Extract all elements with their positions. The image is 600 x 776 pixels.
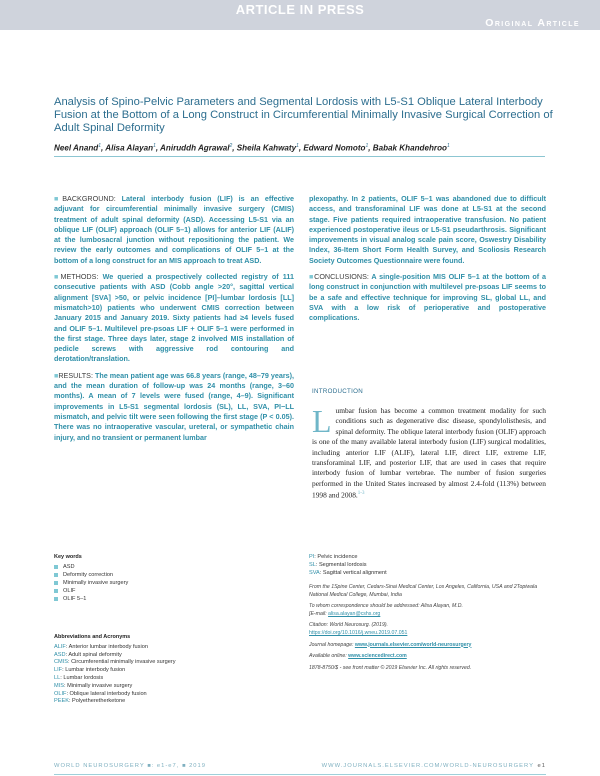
doi-link[interactable]: https://doi.org/10.1016/j.wneu.2019.07.051	[309, 629, 408, 636]
abstract-conclusions-text: A single-position MIS OLIF 5–1 at the bottom of a long construct in conjunction with multilevel pre-psoas LIF seems to be a safe and effective technique for improving SL, global LL, and SVA with a low risk of perioperative and postoperative complications.	[309, 272, 546, 323]
section-label: BACKGROUND:	[62, 194, 116, 203]
abbreviation-key: PI	[309, 554, 315, 560]
abbreviation-row: ASD: Adult spinal deformity	[54, 651, 122, 658]
keyword-item	[54, 563, 294, 571]
affiliation-from: From the 1Spine Center, Cedars-Sinai Medical Center, Los Angeles, California, USA and 2Topiwala National Medical College, Mumbai, India	[309, 584, 538, 598]
abbreviation-row: PEEK: Polyetheretherketone	[54, 698, 126, 705]
email-link[interactable]: alisa.alayan@cshs.org	[328, 610, 381, 617]
abstract-right-column	[309, 194, 546, 330]
abstract-methods	[54, 272, 294, 365]
author-name[interactable]: Babak Khandehroo	[372, 143, 447, 153]
abbreviation-value: Segmental lordosis	[318, 562, 367, 568]
author-affiliation-marker: 2	[229, 143, 233, 149]
abbreviations-continued	[309, 553, 509, 577]
author-affiliation-marker: 1	[98, 143, 102, 149]
square-bullet-icon	[54, 589, 58, 593]
copyright-line: 1878-8750/$ - see front matter © 2019 Elsevier Inc. All rights reserved.	[309, 664, 472, 671]
keyword-text: Minimally invasive surgery	[63, 580, 129, 586]
abbreviation-row: SVA: Sagittal vertical alignment	[309, 570, 387, 576]
title-divider	[54, 156, 545, 157]
article-in-press-label: ARTICLE IN PRESS	[235, 2, 365, 17]
introduction-body: umbar fusion has become a common treatment modality for such conditions such as degenerative disc disease, spondylolisthesis, and spinal deformity. The oblique lateral interbody fusion (OLIF) approach is one of the many available lateral interbody fusion (LIF) surgical modalities, including anterior LIF (ALIF), lateral LIF, direct LIF, extreme LIF, transforaminal LIF, and posterior LIF, that are used in cases that require interbody fusion of lumbar vertebrae. The number of fusion surgeries performed in the United States increased by almost 2.4-fold (113%) between 1998 and 2008.	[312, 406, 546, 500]
abbreviation-row: PI: Pelvic incidence	[309, 554, 358, 560]
journal-label: Journal homepage:	[309, 641, 354, 648]
author-name[interactable]: Sheila Kahwaty	[236, 143, 297, 153]
page-number: e1	[537, 763, 546, 769]
square-bullet-icon	[54, 581, 58, 585]
abbreviation-value: Pelvic incidence	[317, 554, 358, 560]
author-name[interactable]: Alisa Alayan	[105, 143, 154, 153]
citation-line: Citation: World Neurosurg. (2019).	[309, 622, 388, 629]
square-bullet-icon	[54, 597, 58, 601]
article-type-label: Original Article	[485, 17, 580, 29]
square-bullet-icon: ■	[54, 370, 59, 380]
author-affiliation-marker: 1	[365, 143, 369, 149]
email-line	[309, 611, 547, 619]
abbreviation-key: SL	[309, 562, 316, 568]
section-label: RESULTS:	[58, 370, 93, 380]
correspondence-line: To whom correspondence should be addressed: Alisa Alayan, M.D.	[309, 603, 463, 610]
square-bullet-icon	[54, 573, 58, 577]
keyword-item	[54, 579, 294, 587]
abbreviation-row: LIF: Lumbar interbody fusion	[54, 667, 126, 674]
abbreviation-row: LL: Lumbar lordosis	[54, 674, 104, 681]
abstract-results-text: The mean patient age was 66.8 years (range, 48–79 years), and the mean duration of follow-up was 24 months (range, 3–60 months). A mean of 7 levels were fused (range, 4–9). Significant improvements in L5-S1 segmental lordosis (SL), LL, SVA, PI−LL mismatch, and pelvic tilt were seen following the first stage (P < 0.05). There was no intraoperative vascular, ureteral, or sympathetic chain injury, and no transient or permanent lumbar	[54, 370, 295, 442]
author-name[interactable]: Edward Nomoto	[303, 143, 366, 153]
author-name[interactable]: Aniruddh Agrawal	[160, 143, 230, 153]
footer-url[interactable]: WWW.JOURNALS.ELSEVIER.COM/WORLD-NEUROSURGERY	[321, 763, 534, 769]
sciencedirect-link[interactable]: www.sciencedirect.com	[348, 653, 407, 660]
keywords-heading: Key words	[54, 554, 82, 560]
square-bullet-icon: ■	[309, 272, 315, 282]
keyword-item	[54, 595, 294, 603]
abstract-left-column	[54, 194, 294, 449]
abbreviation-key: LIF	[54, 667, 63, 674]
abbreviation-key: LL	[54, 674, 61, 681]
abbreviation-key: CMIS	[54, 659, 68, 666]
abbreviation-row: ALIF: Anterior lumbar interbody fusion	[54, 643, 148, 650]
drop-cap: L	[312, 403, 332, 439]
article-title: Analysis of Spino-Pelvic Parameters and Segmental Lordosis with L5-S1 Oblique Lateral Interbody Fusion at the Bottom of a Long Construct in Circumferential Minimally Invasive Surgical Correction of Adult Spinal Deformity	[54, 96, 553, 134]
affiliation-box	[309, 584, 547, 672]
author-name[interactable]: Neel Anand	[54, 143, 99, 153]
abbreviations-heading: Abbreviations and Acronyms	[54, 634, 131, 640]
journal-line	[309, 642, 547, 650]
abbreviation-key: ASD	[54, 651, 66, 658]
abstract-results-continued	[309, 194, 546, 266]
abbreviation-key: MIS	[54, 682, 64, 689]
keyword-item	[54, 571, 294, 579]
abbreviation-value: Oblique lateral interbody fusion	[69, 690, 147, 697]
journal-link[interactable]: www.journals.elsevier.com/world-neurosurgery	[354, 641, 472, 648]
abbreviation-key: ALIF	[54, 643, 66, 650]
online-line	[309, 653, 547, 661]
author-affiliation-marker: 1	[153, 143, 156, 149]
abbreviation-value: Sagittal vertical alignment	[322, 570, 387, 576]
abbreviation-value: Lumbar interbody fusion	[65, 667, 126, 674]
email-label: [E-mail:	[309, 610, 327, 617]
abbreviation-value: Minimally invasive surgery	[67, 682, 133, 689]
abstract-conclusions	[309, 272, 546, 323]
abbreviation-value: Polyetheretherketone	[72, 698, 126, 705]
abbreviations-box	[54, 634, 294, 706]
abbreviation-value: Adult spinal deformity	[68, 651, 122, 658]
keywords-box	[54, 553, 294, 603]
abbreviation-row: MIS: Minimally invasive surgery	[54, 682, 133, 689]
keyword-text: Deformity correction	[63, 572, 114, 578]
introduction-heading: INTRODUCTION	[312, 388, 364, 395]
doi-line	[309, 630, 547, 638]
introduction-text	[312, 403, 546, 501]
keyword-item	[54, 587, 294, 595]
abstract-results	[54, 371, 294, 443]
footer-divider	[54, 774, 546, 775]
square-bullet-icon: ■	[54, 272, 61, 282]
abstract-methods-text: We queried a prospectively collected registry of 111 consecutive patients with ASD (Cobb angle >20°, sagittal vertical alignment [SVA] >50, or pelvic incidence [PI]–lumbar lordosis [LL] mismatch>10) patients who underwent CMIS correction between January 2015 and January 2019. Sixty patients had ≥4 levels fused and OLIF 5–1. Multilevel pre-psoas LIF + OLIF 5–1 were performed in the first stage. Three days later, stage 2 involved MIS installation of pedicle screws with aggressive rod contouring and derotation/translation.	[54, 272, 294, 364]
abbreviation-value: Lumbar lordosis	[63, 674, 104, 681]
abbreviation-key: OLIF	[54, 690, 67, 697]
section-label: CONCLUSIONS:	[314, 272, 369, 282]
reference-link[interactable]: 1-3	[357, 491, 365, 497]
footer-journal: WORLD NEUROSURGERY ■: e1-e7, ■ 2019	[54, 763, 206, 769]
keyword-text: ASD	[63, 564, 75, 570]
abbreviation-row: CMIS: Circumferential minimally invasive surgery	[54, 659, 176, 666]
article-banner	[0, 0, 600, 30]
abbreviation-key: SVA	[309, 570, 320, 576]
author-list: Neel Anand$^1$, Alisa Alayan$^1$, Aniruddh Agrawal$^2$, Sheila Kahwaty$^1$, Edward Nomoto$^1$, Babak Khandehroo$^1$	[54, 143, 450, 153]
online-label: Available online:	[309, 653, 347, 660]
keyword-text: OLIF	[63, 588, 76, 594]
abbreviation-row: OLIF: Oblique lateral interbody fusion	[54, 690, 147, 697]
abbreviation-key: PEEK	[54, 698, 69, 705]
author-affiliation-marker: 1	[446, 143, 450, 149]
author-affiliation-marker: 1	[296, 143, 299, 149]
keyword-text: OLIF 5–1	[63, 596, 87, 602]
abbreviation-row: SL: Segmental lordosis	[309, 562, 367, 568]
abstract-results-cont-text: plexopathy. In 2 patients, OLIF 5–1 was abandoned due to difficult access, and transforaminal LIF was done at L5-S1 at the second stage. Five patients required intraoperative transfusion. No patient experienced postoperative ileus or L5-S1 pseudarthrosis. Significant improvements in visual analog scale pain score, Oswestry Disability Index, 36-Item Short Form Health Survey, and Scoliosis Research Society Outcomes Questionnaire were found.	[309, 194, 546, 265]
abstract-background-text: Lateral interbody fusion (LIF) is an effective adjuvant for circumferential minimally invasive surgery (CMIS) treatment of adult spinal deformity (ASD). Accessing L5-S1 via an oblique LIF (OLIF) approach (OLIF 5–1) allows for anterior LIF (ALIF) at the lumbosacral junction without repositioning the patient. We review the early outcomes and complications of OLIF 5–1 at the bottom of a long construct for an MIS approach to treat ASD.	[54, 194, 295, 265]
abbreviation-value: Anterior lumbar interbody fusion	[68, 643, 148, 650]
square-bullet-icon: ■	[54, 194, 63, 203]
section-label: METHODS:	[60, 272, 99, 282]
square-bullet-icon	[54, 565, 58, 569]
abbreviation-value: Circumferential minimally invasive surgery	[71, 659, 176, 666]
abstract-background	[54, 194, 294, 266]
